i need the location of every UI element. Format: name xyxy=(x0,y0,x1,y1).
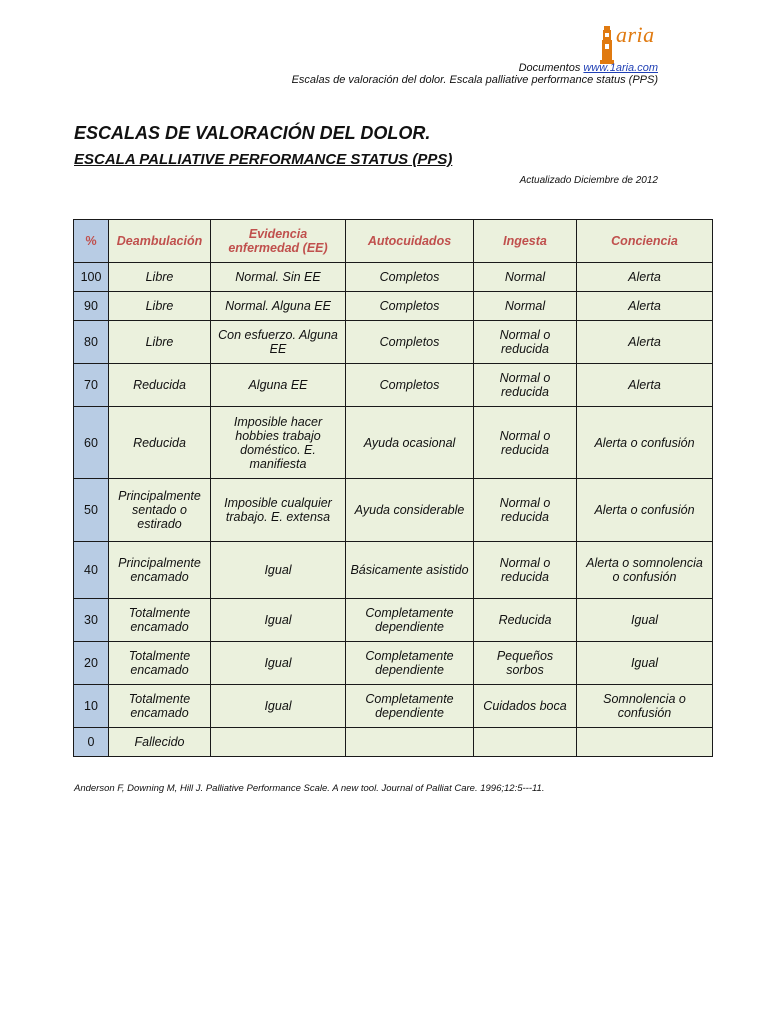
cell-percent: 90 xyxy=(74,292,109,321)
cell-deambulacion: Totalmente encamado xyxy=(109,599,211,642)
cell-evidencia: Imposible cualquier trabajo. E. extensa xyxy=(211,479,346,542)
cell-ingesta: Normal o reducida xyxy=(474,321,577,364)
cell-autocuidados: Completos xyxy=(346,364,474,407)
cell-conciencia: Somnolencia o confusión xyxy=(577,685,713,728)
cell-evidencia: Normal. Alguna EE xyxy=(211,292,346,321)
cell-deambulacion: Reducida xyxy=(109,364,211,407)
cell-conciencia: Alerta o somnolencia o confusión xyxy=(577,542,713,599)
cell-evidencia: Igual xyxy=(211,642,346,685)
cell-percent: 20 xyxy=(74,642,109,685)
cell-evidencia xyxy=(211,728,346,757)
cell-ingesta: Cuidados boca xyxy=(474,685,577,728)
cell-percent: 0 xyxy=(74,728,109,757)
cell-deambulacion: Totalmente encamado xyxy=(109,642,211,685)
pps-table xyxy=(73,219,713,757)
cell-deambulacion: Libre xyxy=(109,263,211,292)
cell-evidencia: Alguna EE xyxy=(211,364,346,407)
header-subtitle: Escalas de valoración del dolor. Escala palliative performance status (PPS) xyxy=(291,74,658,86)
documentos-label: Documentos xyxy=(518,62,581,74)
cell-evidencia: Igual xyxy=(211,685,346,728)
header-ingesta: Ingesta xyxy=(474,220,577,263)
cell-deambulacion: Fallecido xyxy=(109,728,211,757)
table-header-row xyxy=(74,220,713,263)
cell-percent: 40 xyxy=(74,542,109,599)
cell-autocuidados: Completos xyxy=(346,292,474,321)
cell-deambulacion: Principalmente sentado o estirado xyxy=(109,479,211,542)
cell-percent: 80 xyxy=(74,321,109,364)
cell-evidencia: Imposible hacer hobbies trabajo doméstico. E. manifiesta xyxy=(211,407,346,479)
cell-ingesta: Normal xyxy=(474,263,577,292)
cell-ingesta: Pequeños sorbos xyxy=(474,642,577,685)
cell-percent: 60 xyxy=(74,407,109,479)
cell-evidencia: Con esfuerzo. Alguna EE xyxy=(211,321,346,364)
cell-percent: 100 xyxy=(74,263,109,292)
cell-deambulacion: Libre xyxy=(109,292,211,321)
header-conciencia: Conciencia xyxy=(577,220,713,263)
table-row xyxy=(74,728,713,757)
updated-date: Actualizado Diciembre de 2012 xyxy=(519,175,658,186)
cell-conciencia: Alerta xyxy=(577,321,713,364)
cell-ingesta: Normal xyxy=(474,292,577,321)
cell-autocuidados: Completamente dependiente xyxy=(346,599,474,642)
table-row xyxy=(74,542,713,599)
tower-icon xyxy=(600,26,614,64)
cell-conciencia: Alerta xyxy=(577,292,713,321)
cell-autocuidados xyxy=(346,728,474,757)
aria-logo xyxy=(596,22,662,66)
cell-deambulacion: Totalmente encamado xyxy=(109,685,211,728)
cell-evidencia: Igual xyxy=(211,599,346,642)
cell-deambulacion: Libre xyxy=(109,321,211,364)
cell-conciencia: Igual xyxy=(577,642,713,685)
cell-autocuidados: Completamente dependiente xyxy=(346,685,474,728)
cell-deambulacion: Reducida xyxy=(109,407,211,479)
cell-ingesta: Normal o reducida xyxy=(474,364,577,407)
header-autocuidados: Autocuidados xyxy=(346,220,474,263)
table-row xyxy=(74,599,713,642)
documents-line xyxy=(519,62,658,74)
page-subtitle: ESCALA PALLIATIVE PERFORMANCE STATUS (PPS) xyxy=(74,151,453,168)
header-evidencia: Evidencia enfermedad (EE) xyxy=(211,220,346,263)
cell-autocuidados: Ayuda considerable xyxy=(346,479,474,542)
cell-percent: 30 xyxy=(74,599,109,642)
table-row xyxy=(74,321,713,364)
cell-conciencia: Alerta xyxy=(577,364,713,407)
cell-autocuidados: Ayuda ocasional xyxy=(346,407,474,479)
cell-conciencia: Alerta xyxy=(577,263,713,292)
table-row xyxy=(74,292,713,321)
table-row xyxy=(74,407,713,479)
cell-percent: 50 xyxy=(74,479,109,542)
page-title: ESCALAS DE VALORACIÓN DEL DOLOR. xyxy=(74,123,431,143)
header-percent: % xyxy=(74,220,109,263)
cell-ingesta: Reducida xyxy=(474,599,577,642)
cell-ingesta: Normal o reducida xyxy=(474,479,577,542)
header-deambulacion: Deambulación xyxy=(109,220,211,263)
cell-ingesta: Normal o reducida xyxy=(474,542,577,599)
table-row xyxy=(74,685,713,728)
cell-evidencia: Normal. Sin EE xyxy=(211,263,346,292)
table-row xyxy=(74,642,713,685)
cell-ingesta xyxy=(474,728,577,757)
cell-autocuidados: Completos xyxy=(346,263,474,292)
cell-autocuidados: Completamente dependiente xyxy=(346,642,474,685)
table-row xyxy=(74,479,713,542)
cell-conciencia: Alerta o confusión xyxy=(577,407,713,479)
cell-conciencia xyxy=(577,728,713,757)
cell-percent: 10 xyxy=(74,685,109,728)
cell-conciencia: Alerta o confusión xyxy=(577,479,713,542)
cell-autocuidados: Completos xyxy=(346,321,474,364)
logo-text: aria xyxy=(616,22,655,47)
cell-autocuidados: Básicamente asistido xyxy=(346,542,474,599)
cell-deambulacion: Principalmente encamado xyxy=(109,542,211,599)
cell-evidencia: Igual xyxy=(211,542,346,599)
cell-conciencia: Igual xyxy=(577,599,713,642)
reference-citation: Anderson F, Downing M, Hill J. Palliative Performance Scale. A new tool. Journal of Palliat Care. 1996;12:5---11. xyxy=(74,783,545,794)
website-link[interactable]: www.1aria.com xyxy=(583,62,658,74)
cell-percent: 70 xyxy=(74,364,109,407)
cell-ingesta: Normal o reducida xyxy=(474,407,577,479)
table-row xyxy=(74,263,713,292)
table-row xyxy=(74,364,713,407)
